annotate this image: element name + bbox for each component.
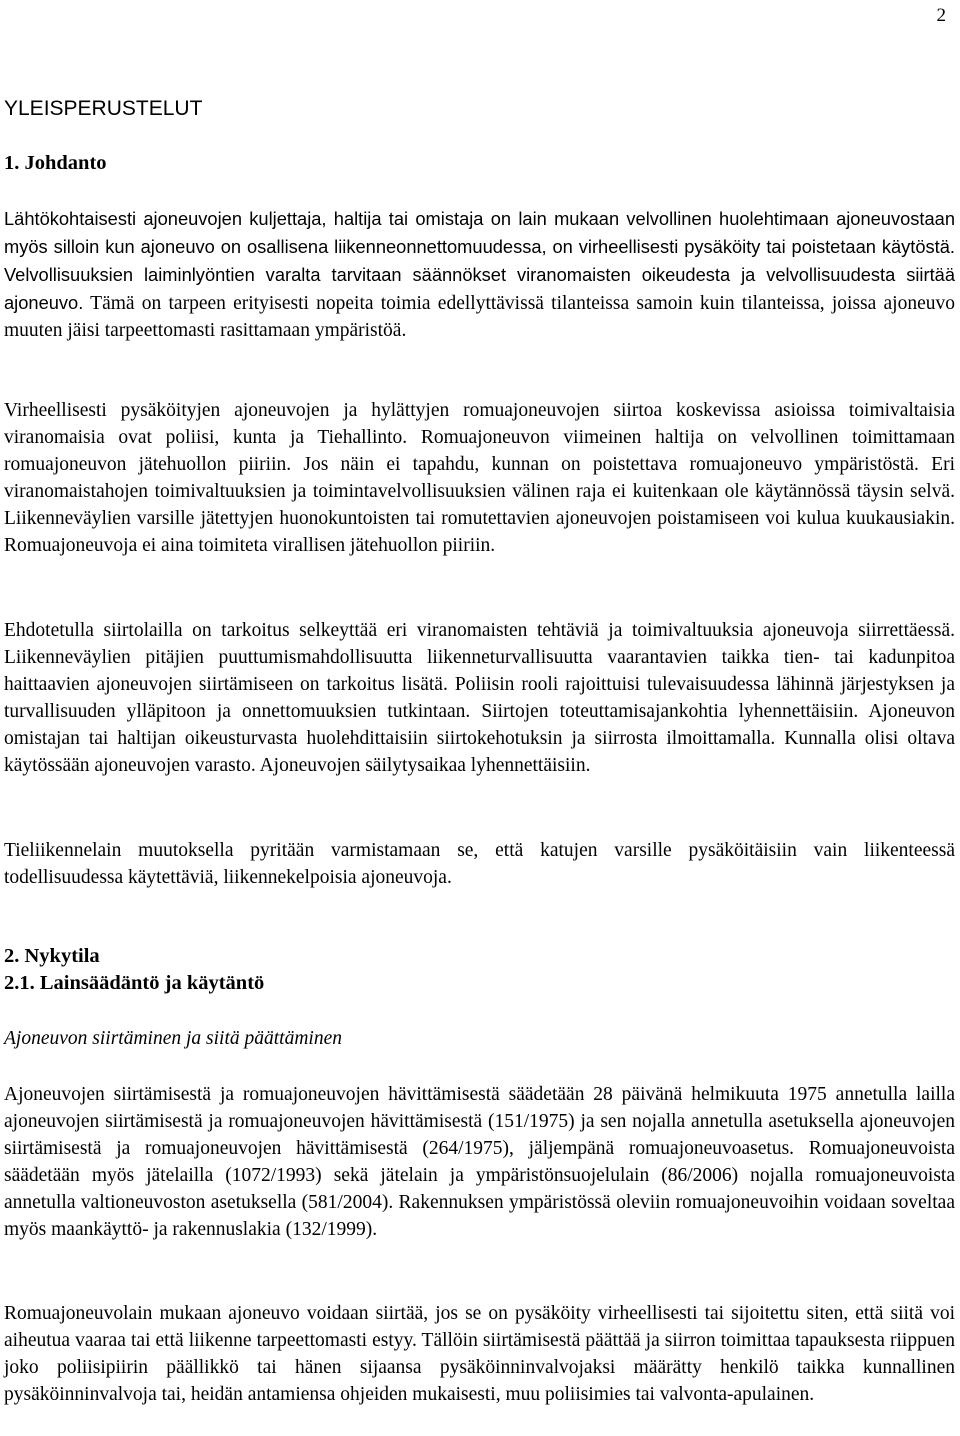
- paragraph-authorities: Virheellisesti pysäköityjen ajoneuvojen ja hylättyjen romuajoneuvojen siirtoa koskevissa asioissa toimivaltaisia viranomaisia ovat poliisi, kunta ja Tiehallinto. Romuajoneuvon viimeinen haltija on velvollinen toimittamaan romuajoneuvon jätehuollon piiriin. Jos näin ei tapahdu, kunnan on poistettava romuajoneuvo ympäristöstä. Eri viranomaistahojen toimivaltuuksien ja toimintavelvollisuuksien välinen raja ei kuitenkaan ole käytännössä täysin selvä. Liikenneväylien varsille jätettyjen huonokuntoisten tai romutettavien ajoneuvojen poistamiseen voi kulua kuukausiakin. Romuajoneuvoja ei aina toimiteta virallisen jätehuollon piiriin.: [4, 400, 955, 556]
- paragraph-legislation: Ajoneuvojen siirtämisestä ja romuajoneuvojen hävittämisestä säädetään 28 päivänä helmikuuta 1975 annetulla lailla ajoneuvojen siirtämisestä ja romuajoneuvojen hävittämisestä (151/1975) ja sen nojalla annetulla asetuksella ajoneuvojen siirtämisestä ja romuajoneuvojen hävittämisestä (264/1975), jäljempänä romuajoneuvoasetus. Romuajoneuvoista säädetään myös jätelailla (1072/1993) sekä jätelain ja ympäristönsuojelulain (86/2006) nojalla romuajoneuvoista annetulla valtioneuvoston asetuksella (581/2004). Rakennuksen ympäristössä oleviin romuajoneuvoihin voidaan soveltaa myös maankäyttö- ja rakennuslakia (132/1999).: [4, 1084, 955, 1240]
- paragraph-proposal: Ehdotetulla siirtolailla on tarkoitus selkeyttää eri viranomaisten tehtäviä ja toimivaltuuksia ajoneuvoja siirrettäessä. Liikenneväylien pitäjien puuttumismahdollisuutta liikenneturvallisuutta vaarantavien taikka tien- tai kadunpitoa haittaavien ajoneuvojen siirtämiseen on tarkoitus lisätä. Poliisin rooli rajoittuisi tulevaisuudessa lähinnä järjestyksen ja turvallisuuden ylläpitoon ja onnettomuuksien tutkintaan. Siirtojen toteuttamisajankohtia lyhennettäisiin. Ajoneuvon omistajan tai haltijan oikeusturvasta huolehdittaisiin siirtokehotuksin ja siirrosta ilmoittamalla. Kunnalla olisi oltava käytössään ajoneuvojen varasto. Ajoneuvojen säilytysaikaa lyhennettäisiin.: [4, 620, 955, 776]
- paragraph-traffic-law: Tieliikennelain muutoksella pyritään varmistamaan se, että katujen varsille pysäköitäisiin vain liikenteessä todellisuudessa käytettäviä, liikennekelpoisia ajoneuvoja.: [4, 840, 955, 888]
- main-heading: YLEISPERUSTELUT: [4, 97, 203, 120]
- intro-paragraph: [4, 205, 955, 344]
- section-2-1-heading: 2.1. Lainsäädäntö ja käytäntö: [4, 972, 265, 994]
- intro-paragraph-serif-part: Tämä on tarpeen erityisesti nopeita toimia edellyttävissä tilanteissa samoin kuin tilanteissa, joissa ajoneuvo muuten jäisi tarpeettomasti rasittamaan ympäristöä.: [4, 293, 955, 341]
- section-1-heading: 1. Johdanto: [4, 152, 107, 174]
- paragraph-removal-decision: Romuajoneuvolain mukaan ajoneuvo voidaan siirtää, jos se on pysäköity virheellisesti tai sijoitettu siten, että siitä voi aiheutua vaaraa tai että liikenne tarpeettomasti estyy. Tällöin siirtämisestä päättää ja siirron toimittaa tapauksesta riippuen joko poliisipiirin päällikkö tai hänen sijaansa pysäköinninvalvojaksi määrätty henkilö taikka kunnallinen pysäköinninvalvoja tai, heidän antamiensa ohjeiden mukaisesti, muu poliisimies tai valvonta-apulainen.: [4, 1303, 955, 1405]
- intro-paragraph-sans-part: Lähtökohtaisesti ajoneuvojen kuljettaja, haltija tai omistaja on lain mukaan velvollinen huolehtimaan ajoneuvostaan myös silloin kun ajoneuvo on osallisena liikenneonnettomuudessa, on virheellisesti pysäköity tai poistetaan käytöstä. Velvollisuuksien laiminlyöntien varalta tarvitaan säännökset viranomaisten oikeudesta ja velvollisuudesta siirtää ajoneuvo.: [4, 208, 955, 313]
- section-2-heading: 2. Nykytila: [4, 945, 100, 967]
- italic-subheading: Ajoneuvon siirtäminen ja siitä päättäminen: [4, 1028, 342, 1049]
- page-number: 2: [936, 5, 946, 26]
